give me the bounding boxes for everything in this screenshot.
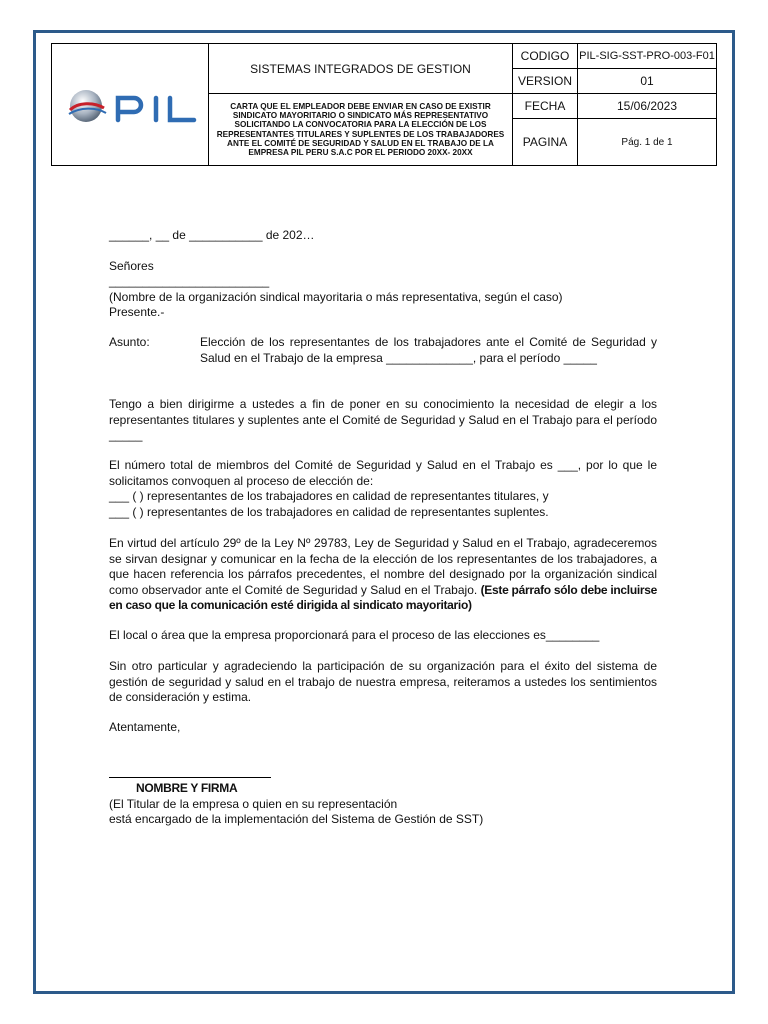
paragraph-3-text: En virtud del artículo 29º de la Ley Nº 29783, Ley de Seguridad y Salud en el Trabajo, agradeceremos se sirvan designar y comunicar en la fecha de la elección de los representantes de los trabajadores, a que hacen referencia los párrafos precedentes, el nombre del designado por la organización sindical como observador ante el Comité de Seguridad y Salud en el Trabajo. xyxy=(109,536,657,597)
version-value: 01 xyxy=(578,69,716,94)
system-title: SISTEMAS INTEGRADOS DE GESTION xyxy=(209,44,513,94)
paragraph-5: Sin otro particular y agradeciendo la participación de su organización para el éxito del sistema de gestión de seguridad y salud en el trabajo de nuestra empresa, reiteramos a ustedes los sentimientos de consideración y estima. xyxy=(109,659,657,704)
asunto-text: Elección de los representantes de los trabajadores ante el Comité de Seguridad y Salud en el Trabajo de la empresa _____________, para el período _____ xyxy=(200,335,657,365)
document-header-table xyxy=(51,43,717,166)
recipient-note: (Nombre de la organización sindical mayoritaria o más representativa, según el caso) xyxy=(109,290,563,304)
fecha-value: 15/06/2023 xyxy=(578,94,716,119)
codigo-label: CODIGO xyxy=(513,44,578,69)
asunto-label: Asunto: xyxy=(109,335,150,349)
signature-note-2: está encargado de la implementación del Sistema de Gestión de SST) xyxy=(109,812,484,826)
document-title: CARTA QUE EL EMPLEADOR DEBE ENVIAR EN CASO DE EXISTIR SINDICATO MAYORITARIO O SINDICATO MÁS REPRESENTATIVO SOLICITANDO LA CONVOCATORIA PARA LA ELECCIÓN DE LOS REPRESENTANTES TITULARES Y SUPLENTES DE LOS TRABAJADORES ANTE EL COMITÉ DE SEGURIDAD Y SALUD EN EL TRABAJO DE LA EMPRESA PIL PERU S.A.C POR EL PERIODO 20XX- 20XX xyxy=(209,94,513,165)
paragraph-3 xyxy=(109,536,657,614)
paragraph-3-note: (Este párrafo sólo debe incluirse en caso que la comunicación esté dirigida al sindicato mayoritario) xyxy=(109,582,658,612)
paragraph-2-line-2: solicitamos convoquen al proceso de elección de: xyxy=(109,474,374,488)
paragraph-1: Tengo a bien dirigirme a ustedes a fin de poner en su conocimiento la necesidad de elegir a los representantes titulares y suplentes ante el Comité de Seguridad y Salud en el Trabajo para el período _____ xyxy=(109,397,657,442)
pagina-value: Pág. 1 de 1 xyxy=(621,136,673,148)
salutation: Señores xyxy=(109,259,154,273)
logo-cell xyxy=(52,44,209,165)
date-line: ______, __ de ___________ de 202… xyxy=(109,228,315,242)
paragraph-2-line-3: ___ ( ) representantes de los trabajadores en calidad de representantes titulares, y xyxy=(109,489,549,503)
signature-name: NOMBRE Y FIRMA xyxy=(136,781,238,795)
pagina-label: PAGINA xyxy=(513,119,578,165)
signature-line xyxy=(109,777,271,778)
company-logo xyxy=(60,80,200,130)
presente: Presente.- xyxy=(109,305,165,319)
paragraph-4: El local o área que la empresa proporcionará para el proceso de las elecciones es________ xyxy=(109,628,600,642)
recipient-blank: ________________________ xyxy=(109,274,270,288)
fecha-label: FECHA xyxy=(513,94,578,119)
closing: Atentamente, xyxy=(109,720,181,734)
signature-note-1: (El Titular de la empresa o quien en su representación xyxy=(109,797,398,811)
codigo-value: PIL-SIG-SST-PRO-003-F01 xyxy=(578,44,716,69)
version-label: VERSION xyxy=(513,69,578,94)
paragraph-2-line-1: El número total de miembros del Comité de Seguridad y Salud en el Trabajo es ___, por lo que le xyxy=(109,458,657,472)
paragraph-2-line-4: ___ ( ) representantes de los trabajadores en calidad de representantes suplentes. xyxy=(109,505,549,519)
